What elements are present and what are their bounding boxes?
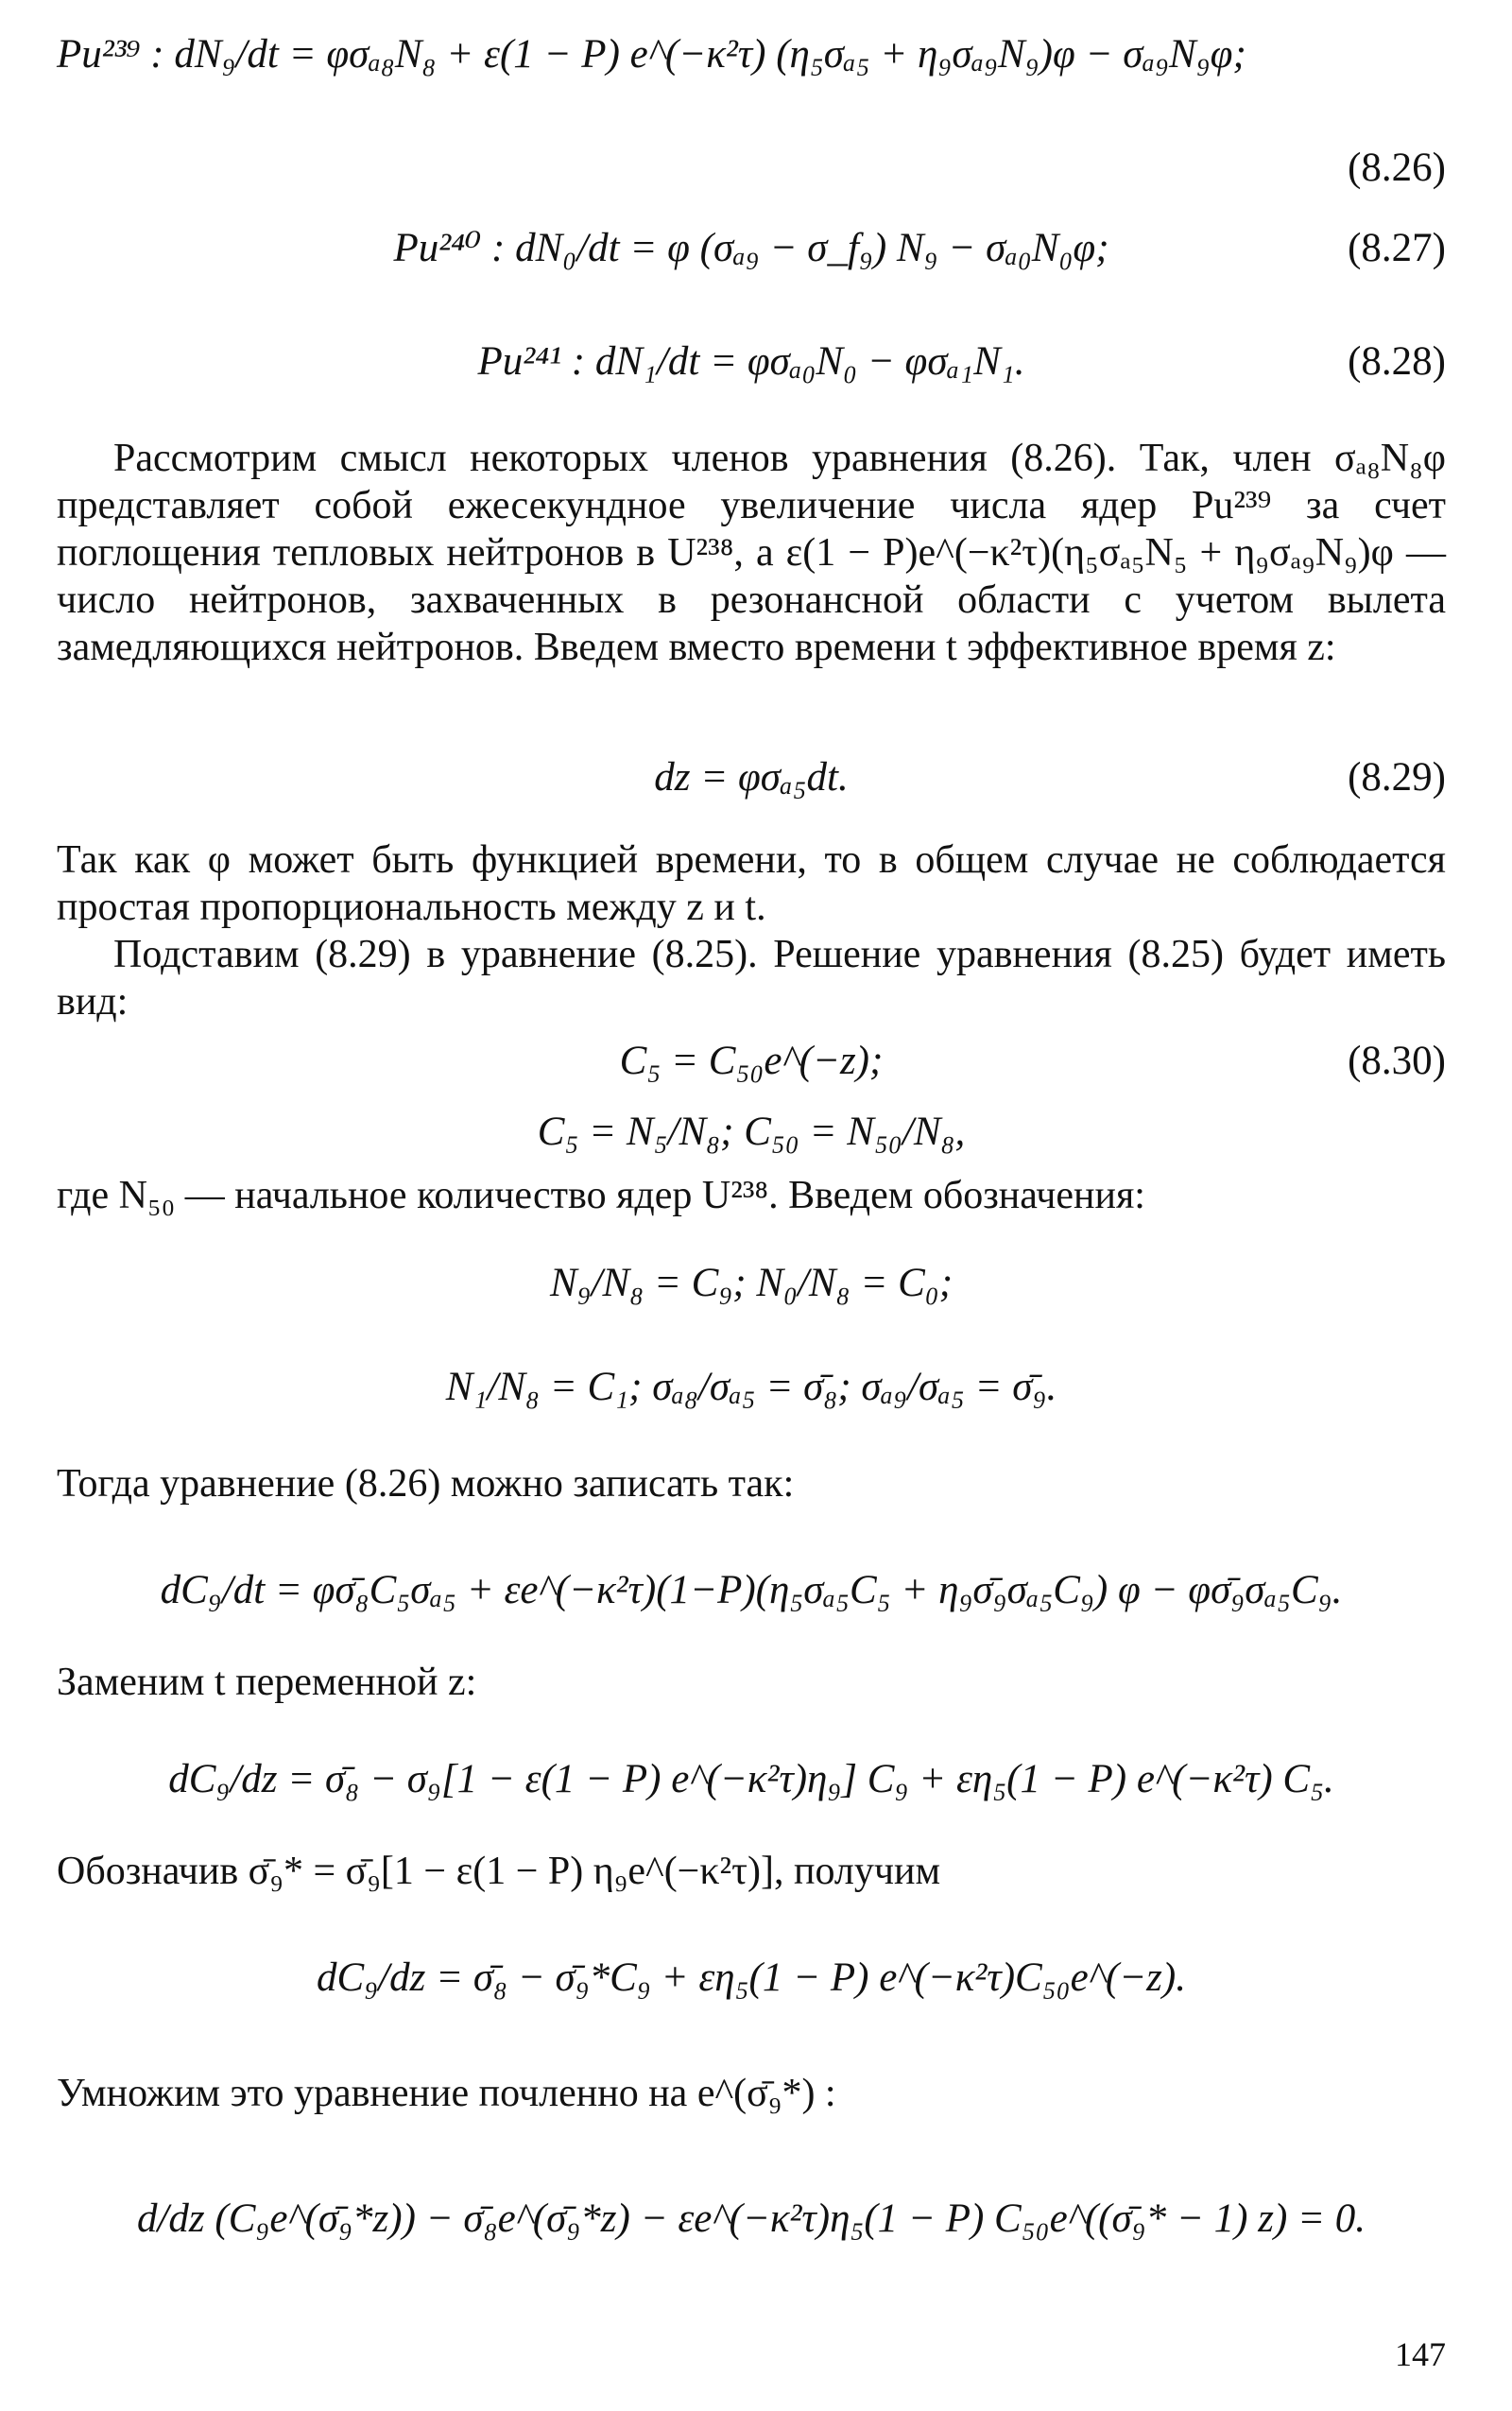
equation-dc9-dz: dC₉/dz = σ̄₈ − σ₉[1 − ε(1 − P) e^(−κ²τ)η₉] C₉ + εη₅(1 − P) e^(−κ²τ) C₅. [168,1757,1334,1801]
paragraph-term-meaning: Рассмотрим смысл некоторых членов уравнения (8.26). Так, член σₐ₈N₈φ представляет собой ежесекундное увеличение числа ядер Pu²³⁹ за счет поглощения тепловых нейтронов в U²³⁸, а ε(1 − P)e^(−κ²τ)(η₅σₐ₅N₅ + η₉σₐ₉N₉)φ — число нейтронов, захваченных в резонансной области с учетом вылета замедляющихся нейтронов. Введем вместо времени t эффективное время z: [57,437,1446,669]
equation-number-8-28: (8.28) [1348,339,1446,384]
equation-8-27: Pu²⁴⁰ : dN₀/dt = φ (σₐ₉ − σ_f₉) N₉ − σₐ₀N₀φ; [393,226,1109,270]
paragraph-denoting: Обозначив σ̄₉* = σ̄₉[1 − ε(1 − P) η₉e^(−κ²τ)], получим [57,1850,941,1893]
paragraph-rewrite: Тогда уравнение (8.26) можно записать так: [57,1462,795,1506]
paragraph-notation: где N₅₀ — начальное количество ядер U²³⁸. Введем обозначения: [57,1174,1145,1217]
equation-final: d/dz (C₉e^(σ̄₉*z)) − σ̄₈e^(σ̄₉*z) − εe^(−κ²τ)η₅(1 − P) C₅₀e^((σ̄₉* − 1) z) = 0. [136,2196,1366,2241]
equation-notation-2: N₁/N₈ = C₁; σₐ₈/σₐ₅ = σ̄₈; σₐ₉/σₐ₅ = σ̄₉. [445,1365,1057,1409]
page-number: 147 [1395,2335,1446,2373]
equation-number-8-27: (8.27) [1348,226,1446,270]
equation-c5-definition: C₅ = N₅/N₈; C₅₀ = N₅₀/N₈, [537,1110,966,1154]
equation-number-8-30: (8.30) [1348,1039,1446,1083]
equation-number-8-26: (8.26) [1348,146,1446,190]
equation-8-29: dz = φσₐ₅dt. [654,755,849,800]
equation-8-30: C₅ = C₅₀e^(−z); [619,1039,884,1083]
paragraph-substitution: Подставим (8.29) в уравнение (8.25). Решение уравнения (8.25) будет иметь вид: [57,933,1446,1024]
equation-8-28: Pu²⁴¹ : dN₁/dt = φσₐ₀N₀ − φσₐ₁N₁. [477,339,1025,384]
paragraph-proportionality: Так как φ может быть функцией времени, то в общем случае не соблюдается простая пропорциональность между z и t. [57,838,1446,929]
equation-number-8-29: (8.29) [1348,755,1446,800]
equation-8-26: Pu²³⁹ : dN₉/dt = φσₐ₈N₈ + ε(1 − P) e^(−κ²τ) (η₅σₐ₅ + η₉σₐ₉N₉)φ − σₐ₉N₉φ; [57,32,1246,77]
equation-dc9-dz-simplified: dC₉/dz = σ̄₈ − σ̄₉*C₉ + εη₅(1 − P) e^(−κ²τ)C₅₀e^(−z). [317,1955,1186,2000]
paragraph-replace-variable: Заменим t переменной z: [57,1661,477,1704]
equation-notation-1: N₉/N₈ = C₉; N₀/N₈ = C₀; [549,1261,954,1305]
equation-dc9-dt: dC₉/dt = φσ̄₈C₅σₐ₅ + εe^(−κ²τ)(1−P)(η₅σₐ₅C₅ + η₉σ̄₉σₐ₅C₉) φ − φσ̄₉σₐ₅C₉. [160,1568,1343,1612]
paragraph-multiply: Умножим это уравнение почленно на e^(σ̄₉*) : [57,2072,836,2115]
